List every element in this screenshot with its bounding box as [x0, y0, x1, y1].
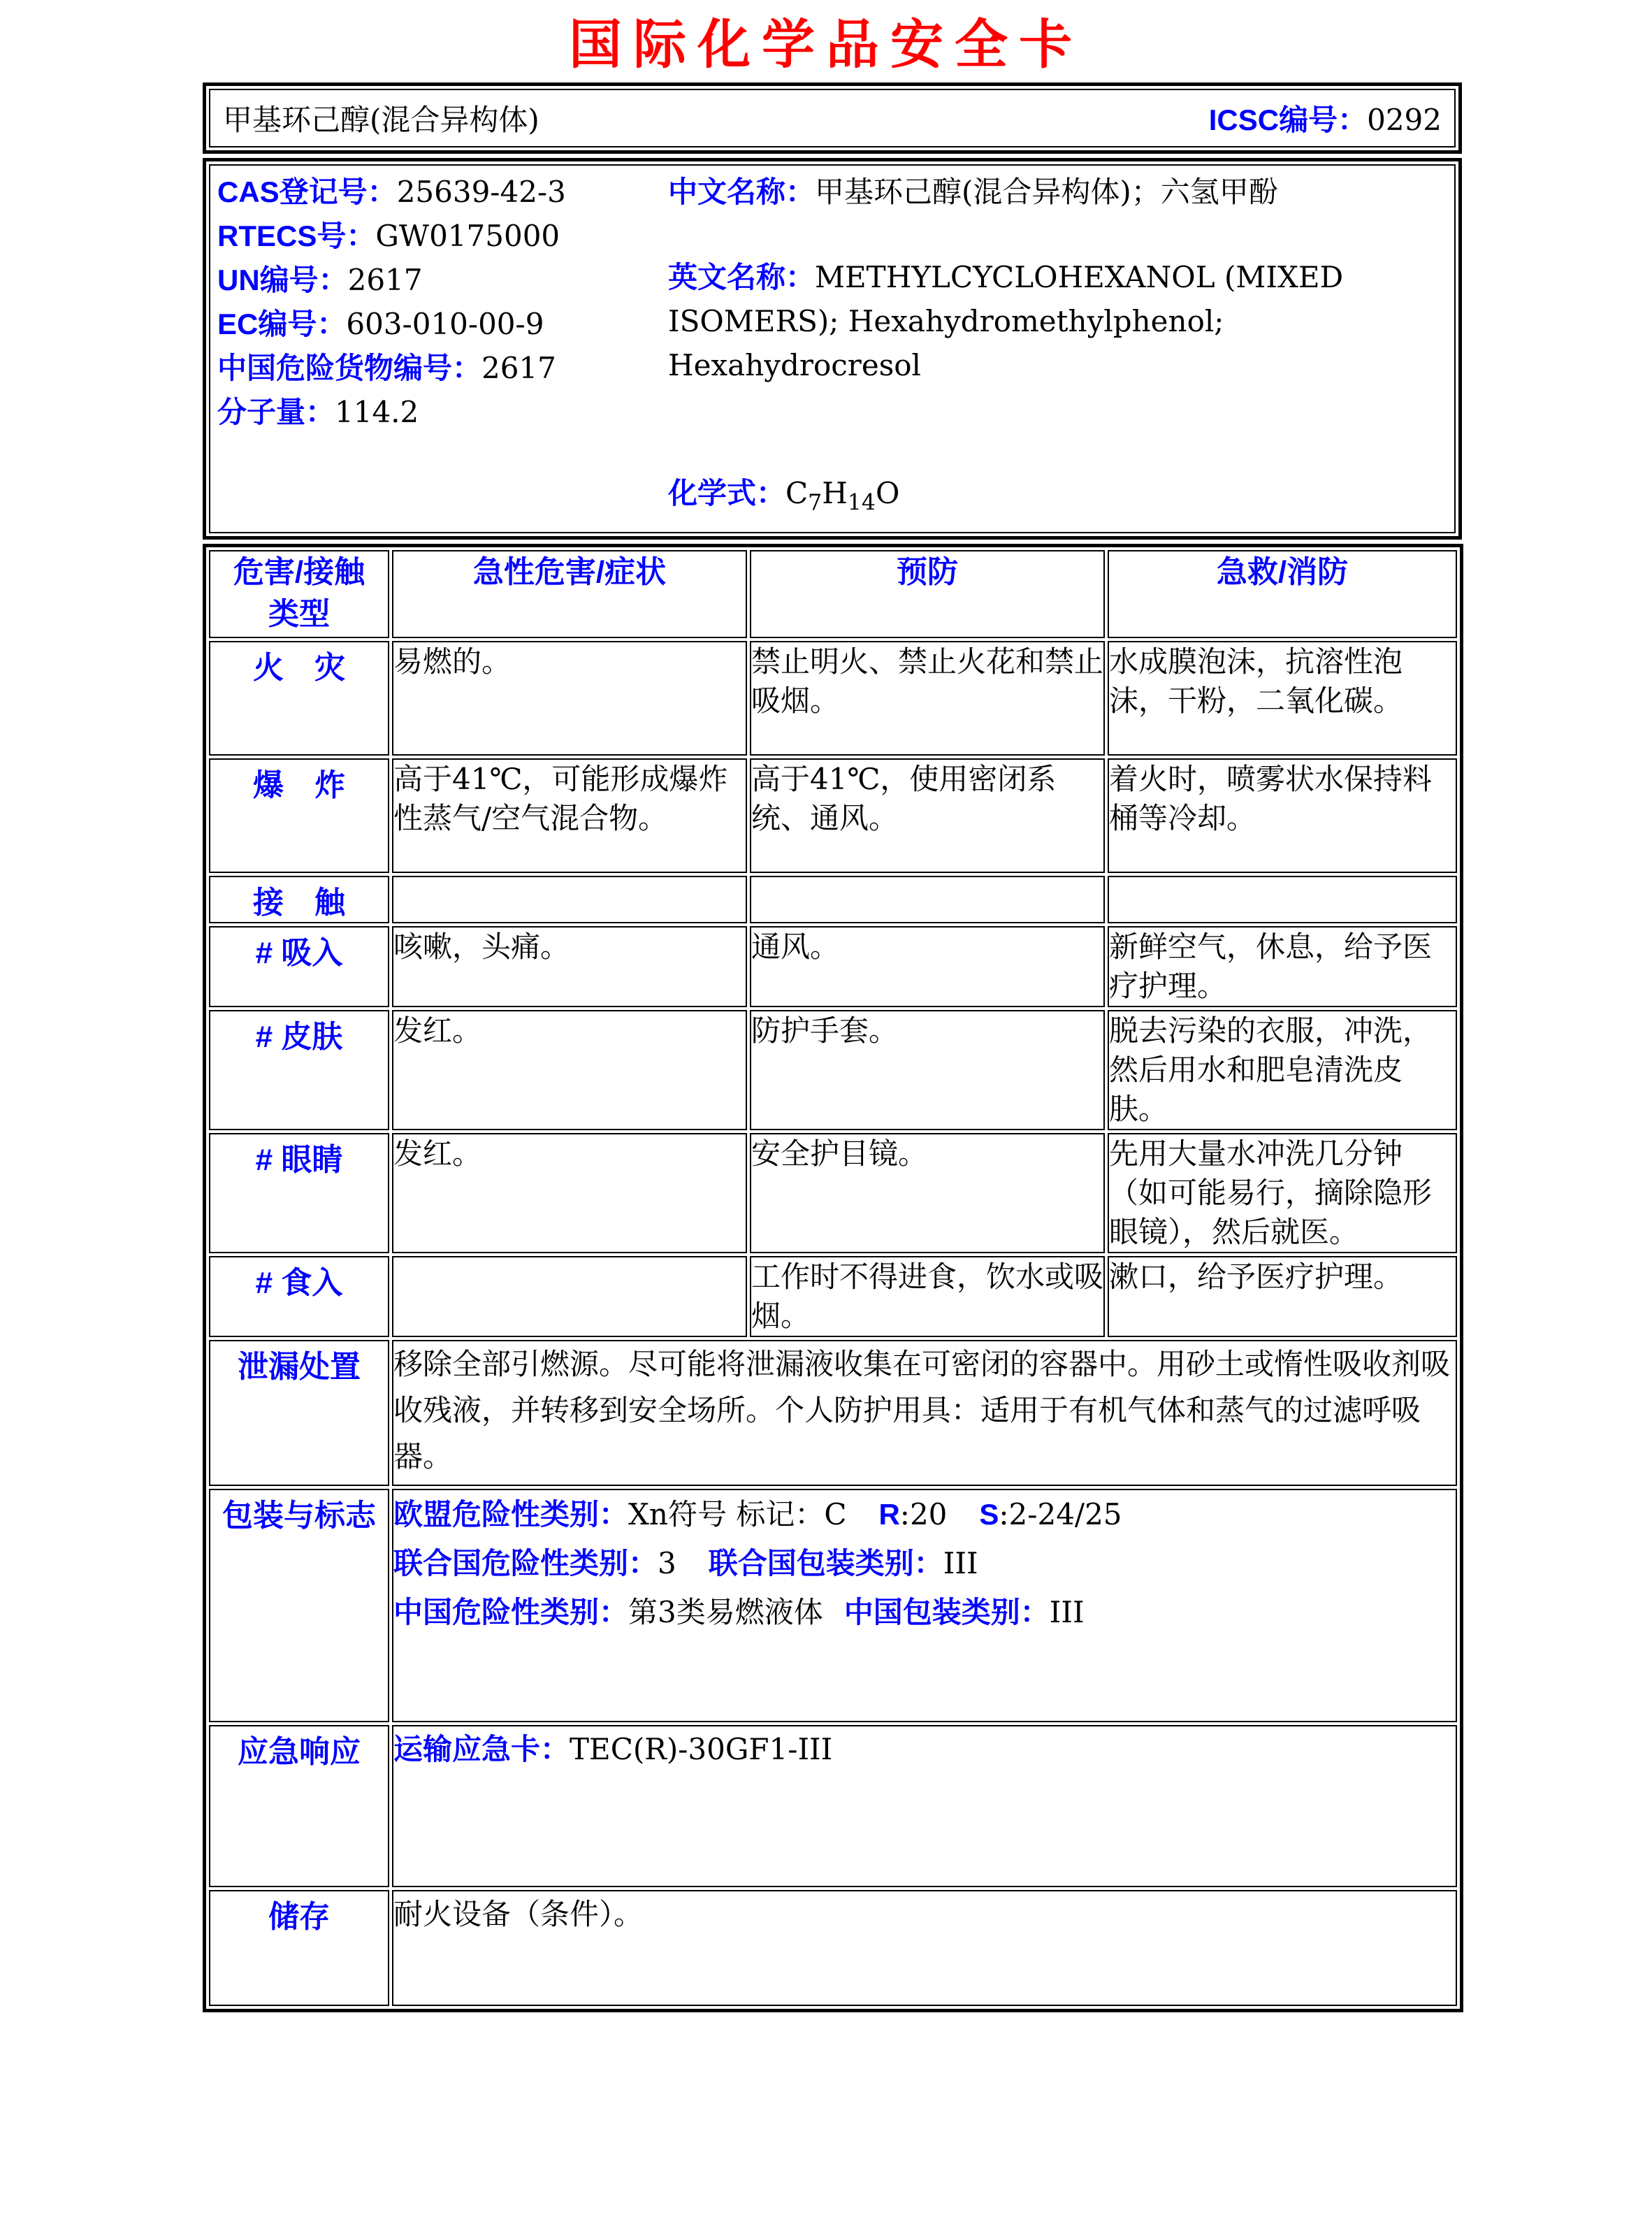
r-phrase-value: :20 — [899, 1497, 948, 1532]
rtecs-label: RTECS号： — [217, 219, 376, 252]
explosion-symptoms: 高于41℃，可能形成爆炸性蒸气/空气混合物。 — [392, 758, 747, 873]
hazard-row-explosion — [209, 758, 1457, 873]
contact-symptoms — [392, 876, 747, 923]
formula-label: 化学式： — [668, 477, 786, 510]
skin-prevention: 防护手套。 — [750, 1010, 1105, 1130]
spill-disposal-text: 移除全部引燃源。尽可能将泄漏液收集在可密闭的容器中。用砂土或惰性吸收剂吸收残液，并转移到安全场所。个人防护用具：适用于有机气体和蒸气的过滤呼吸器。 — [392, 1340, 1457, 1486]
chinese-name-value: 甲基环己醇(混合异构体)；六氢甲酚 — [815, 175, 1278, 209]
eu-hazard-class-value: Xn符号 标记：C — [628, 1497, 847, 1532]
un-packing-group-value: III — [943, 1546, 978, 1581]
header-prevention: 预防 — [750, 550, 1105, 638]
contact-prevention — [750, 876, 1105, 923]
chemical-formula-line — [668, 471, 1447, 525]
un-class-line — [393, 1539, 1456, 1588]
row-label-skin: # 皮肤 — [209, 1010, 389, 1130]
s-phrase-value: :2-24/25 — [999, 1497, 1122, 1532]
china-hazard-class-label: 中国危险性类别： — [393, 1596, 629, 1629]
icsc-label: ICSC编号： — [1208, 103, 1368, 136]
hazard-row-skin — [209, 1010, 1457, 1130]
molecular-weight-label: 分子量： — [217, 396, 335, 428]
contact-firstaid — [1108, 876, 1457, 923]
hazard-header-row — [209, 550, 1457, 638]
hazard-row-contact — [209, 876, 1457, 923]
icsc-number: 0292 — [1367, 103, 1442, 137]
identity-table — [203, 158, 1462, 540]
fire-prevention: 禁止明火、禁止火花和禁止吸烟。 — [750, 641, 1105, 756]
inhalation-prevention: 通风。 — [750, 926, 1105, 1007]
inhalation-symptoms: 咳嗽，头痛。 — [392, 926, 747, 1007]
storage-text: 耐火设备（条件）。 — [392, 1890, 1457, 2006]
formula-value: $C_7H_{14}O$ — [785, 476, 900, 516]
explosion-firstaid: 着火时，喷雾状水保持料桶等冷却。 — [1108, 758, 1457, 873]
substance-header-row — [209, 89, 1456, 147]
ec-label: EC编号： — [217, 308, 347, 340]
china-dg-number-line — [217, 346, 668, 390]
china-hazard-class-value: 第3类易燃液体 — [628, 1595, 823, 1630]
china-packing-group-label: 中国包装类别： — [843, 1596, 1050, 1629]
emergency-response-row — [209, 1725, 1457, 1887]
identifier-list — [217, 170, 668, 525]
row-label-packaging: 包装与标志 — [209, 1489, 389, 1722]
row-label-inhalation: # 吸入 — [209, 926, 389, 1007]
row-label-eyes: # 眼睛 — [209, 1133, 389, 1253]
transport-emergency-card-value: TEC(R)-30GF1-III — [570, 1732, 833, 1767]
chinese-name-line — [668, 170, 1447, 214]
rtecs-number-line — [217, 214, 668, 258]
cas-label: CAS登记号： — [217, 175, 397, 208]
hazard-table — [203, 544, 1463, 2012]
un-hazard-class-value: 3 — [658, 1546, 676, 1581]
packaging-labelling-row — [209, 1489, 1457, 1722]
s-phrase-label: S — [979, 1498, 999, 1531]
eyes-firstaid: 先用大量水冲洗几分钟（如可能易行，摘除隐形眼镜），然后就医。 — [1108, 1133, 1457, 1253]
un-value: 2617 — [347, 263, 423, 297]
molecular-weight-line — [217, 390, 668, 434]
hazard-row-eyes — [209, 1133, 1457, 1253]
molecular-weight-value: 114.2 — [335, 395, 419, 429]
ingestion-prevention: 工作时不得进食，饮水或吸烟。 — [750, 1256, 1105, 1337]
english-name-label: 英文名称： — [668, 261, 816, 294]
china-class-line — [393, 1588, 1456, 1637]
cas-number-line — [217, 170, 668, 214]
row-label-explosion: 爆 炸 — [209, 758, 389, 873]
un-number-line — [217, 258, 668, 302]
rtecs-value: GW0175000 — [375, 219, 560, 253]
hazard-row-ingestion — [209, 1256, 1457, 1337]
ingestion-symptoms — [392, 1256, 747, 1337]
emergency-response-content — [392, 1725, 1457, 1887]
card-body — [203, 82, 1462, 2012]
un-label: UN编号： — [217, 264, 348, 296]
chinese-name-label: 中文名称： — [668, 175, 816, 208]
ingestion-firstaid: 漱口，给予医疗护理。 — [1108, 1256, 1457, 1337]
r-phrase-label: R — [878, 1498, 900, 1531]
ec-number-line — [217, 302, 668, 346]
page-title: 国际化学品安全卡 — [569, 13, 1083, 75]
fire-symptoms: 易燃的。 — [392, 641, 747, 756]
skin-firstaid: 脱去污染的衣服，冲洗，然后用水和肥皂清洗皮肤。 — [1108, 1010, 1457, 1130]
china-packing-group-value: III — [1049, 1595, 1085, 1630]
un-hazard-class-label: 联合国危险性类别： — [393, 1547, 658, 1580]
fire-firstaid: 水成膜泡沫，抗溶性泡沫，干粉，二氧化碳。 — [1108, 641, 1457, 756]
row-label-contact: 接 触 — [209, 876, 389, 923]
un-packing-group-label: 联合国包装类别： — [708, 1547, 943, 1580]
row-label-storage: 储存 — [209, 1890, 389, 2006]
eu-hazard-class-line — [393, 1490, 1456, 1539]
substance-header-table — [203, 82, 1462, 154]
english-name-line — [668, 255, 1447, 387]
cas-value: 25639-42-3 — [396, 175, 566, 209]
storage-row — [209, 1890, 1457, 2006]
header-acute-symptoms: 急性危害/症状 — [392, 550, 747, 638]
packaging-labelling-content — [392, 1489, 1457, 1722]
row-label-fire: 火 灾 — [209, 641, 389, 756]
spill-disposal-row — [209, 1340, 1457, 1486]
china-dg-label: 中国危险货物编号： — [217, 352, 482, 384]
eyes-prevention: 安全护目镜。 — [750, 1133, 1105, 1253]
row-label-spill-disposal: 泄漏处置 — [209, 1340, 389, 1486]
icsc-number-field — [1209, 97, 1442, 139]
transport-emergency-card-label: 运输应急卡： — [393, 1733, 570, 1766]
hazard-row-inhalation — [209, 926, 1457, 1007]
header-firstaid-firefighting: 急救/消防 — [1108, 550, 1457, 638]
explosion-prevention: 高于41℃，使用密闭系统、通风。 — [750, 758, 1105, 873]
row-label-emergency-response: 应急响应 — [209, 1725, 389, 1887]
inhalation-firstaid: 新鲜空气，休息，给予医疗护理。 — [1108, 926, 1457, 1007]
china-dg-value: 2617 — [481, 351, 556, 385]
skin-symptoms: 发红。 — [392, 1010, 747, 1130]
english-name-value: METHYLCYCLOHEXANOL (MIXED ISOMERS); Hexahydromethylphenol; Hexahydrocresol — [668, 260, 1344, 382]
name-block — [668, 170, 1454, 525]
hazard-row-fire — [209, 641, 1457, 756]
substance-name: 甲基环己醇(混合异构体) — [223, 103, 539, 137]
header-hazard-type: 危害/接触 类型 — [209, 550, 389, 638]
eu-hazard-class-label: 欧盟危险性类别： — [393, 1498, 629, 1531]
eyes-symptoms: 发红。 — [392, 1133, 747, 1253]
ec-value: 603-010-00-9 — [346, 307, 544, 341]
row-label-ingestion: # 食入 — [209, 1256, 389, 1337]
